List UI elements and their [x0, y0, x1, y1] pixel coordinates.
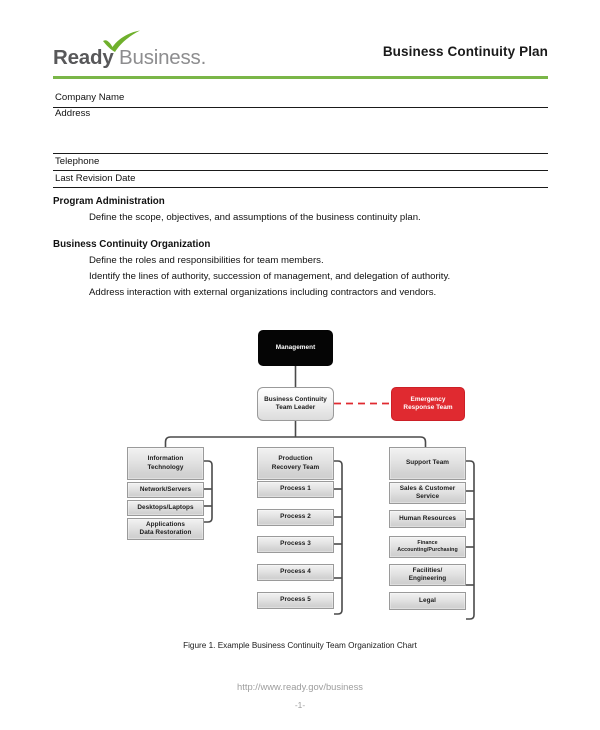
- node-process-4-label: Process 4: [280, 568, 311, 576]
- node-prt-line1: Production: [278, 455, 313, 463]
- section-heading-business-continuity-organization: Business Continuity Organization: [53, 239, 211, 250]
- field-telephone[interactable]: [53, 154, 548, 171]
- node-process-1[interactable]: [257, 481, 334, 498]
- section-line: Define the scope, objectives, and assumptions of the business continuity plan.: [89, 212, 421, 223]
- section-program-administration: [53, 196, 548, 227]
- node-facilities-line2: Engineering: [408, 575, 447, 582]
- figure-caption: Figure 1. Example Business Continuity Team Organization Chart: [183, 641, 417, 650]
- node-process-5-label: Process 5: [280, 596, 311, 604]
- field-last-revision-date[interactable]: [53, 171, 548, 188]
- company-info-fields: [53, 92, 548, 188]
- node-facilities-line1: Facilities/: [412, 566, 443, 574]
- node-applications-line2: Data Restoration: [139, 529, 192, 536]
- logo-ready-text: Ready: [53, 46, 114, 69]
- field-label-telephone: Telephone: [55, 156, 100, 167]
- node-legal-label: Legal: [419, 596, 436, 604]
- node-it-line2: Technology: [147, 463, 184, 471]
- page-title: Business Continuity Plan: [382, 44, 548, 59]
- address-blank-space[interactable]: [53, 123, 548, 154]
- org-chart: [0, 325, 600, 625]
- section-line: Address interaction with external organizations including contractors and vendors.: [89, 287, 437, 299]
- field-label-company-name: Company Name: [55, 92, 125, 103]
- node-emergency-line1: Emergency: [410, 395, 446, 403]
- node-process-1-label: Process 1: [280, 485, 311, 493]
- node-desktops-laptops-label: Desktops/Laptops: [137, 503, 194, 511]
- node-production-recovery-team[interactable]: [257, 447, 334, 480]
- logo-business-text: Business.: [119, 46, 207, 69]
- node-network-servers[interactable]: [127, 482, 204, 498]
- node-business-continuity-team-leader[interactable]: [257, 387, 334, 421]
- node-finance-line2: Accounting/Purchasing: [397, 547, 458, 553]
- node-applications-line1: Applications: [146, 520, 185, 528]
- footer-page-number: -1-: [294, 700, 306, 710]
- node-finance-accounting-purchasing[interactable]: [389, 536, 466, 558]
- node-sales-line2: Service: [415, 493, 440, 500]
- node-team-leader-line1: Business Continuity: [264, 395, 327, 403]
- node-sales-line1: Sales & Customer: [399, 484, 456, 492]
- node-support-team[interactable]: [389, 447, 466, 480]
- node-it-line1: Information: [147, 455, 184, 463]
- node-sales-customer-service[interactable]: [389, 482, 466, 504]
- node-support-team-label: Support Team: [405, 459, 450, 467]
- node-emergency-line2: Response Team: [403, 404, 453, 411]
- node-legal[interactable]: [389, 592, 466, 610]
- node-management-label: Management: [275, 343, 316, 351]
- logo-wordmark: [53, 46, 206, 70]
- node-human-resources[interactable]: [389, 510, 466, 528]
- footer-url[interactable]: http://www.ready.gov/business: [237, 681, 363, 692]
- node-human-resources-label: Human Resources: [399, 514, 456, 522]
- section-line: Identify the lines of authority, succession of management, and delegation of authority.: [89, 271, 451, 283]
- field-label-address: Address: [55, 108, 91, 119]
- node-emergency-response-team[interactable]: [391, 387, 465, 421]
- field-address[interactable]: [53, 108, 548, 123]
- section-heading-program-administration: Program Administration: [53, 196, 165, 207]
- node-management[interactable]: [258, 330, 333, 366]
- node-process-2[interactable]: [257, 509, 334, 526]
- node-prt-line2: Recovery Team: [271, 463, 320, 471]
- field-company-name[interactable]: [53, 92, 548, 108]
- section-business-continuity-organization: [53, 239, 548, 302]
- node-team-leader-line2: Team Leader: [275, 404, 316, 411]
- node-applications-data-restoration[interactable]: [127, 518, 204, 540]
- node-finance-line1: Finance: [417, 540, 438, 547]
- ready-business-logo: [53, 38, 253, 74]
- node-process-2-label: Process 2: [280, 513, 311, 521]
- node-process-4[interactable]: [257, 564, 334, 581]
- document-header: [53, 26, 548, 74]
- node-desktops-laptops[interactable]: [127, 500, 204, 516]
- node-process-3-label: Process 3: [280, 540, 311, 548]
- field-label-last-revision-date: Last Revision Date: [55, 173, 136, 184]
- node-network-servers-label: Network/Servers: [139, 485, 192, 493]
- node-information-technology[interactable]: [127, 447, 204, 480]
- node-process-5[interactable]: [257, 592, 334, 609]
- header-green-divider: [53, 76, 548, 79]
- section-line: Define the roles and responsibilities for team members.: [89, 255, 324, 266]
- node-process-3[interactable]: [257, 536, 334, 553]
- node-facilities-engineering[interactable]: [389, 564, 466, 586]
